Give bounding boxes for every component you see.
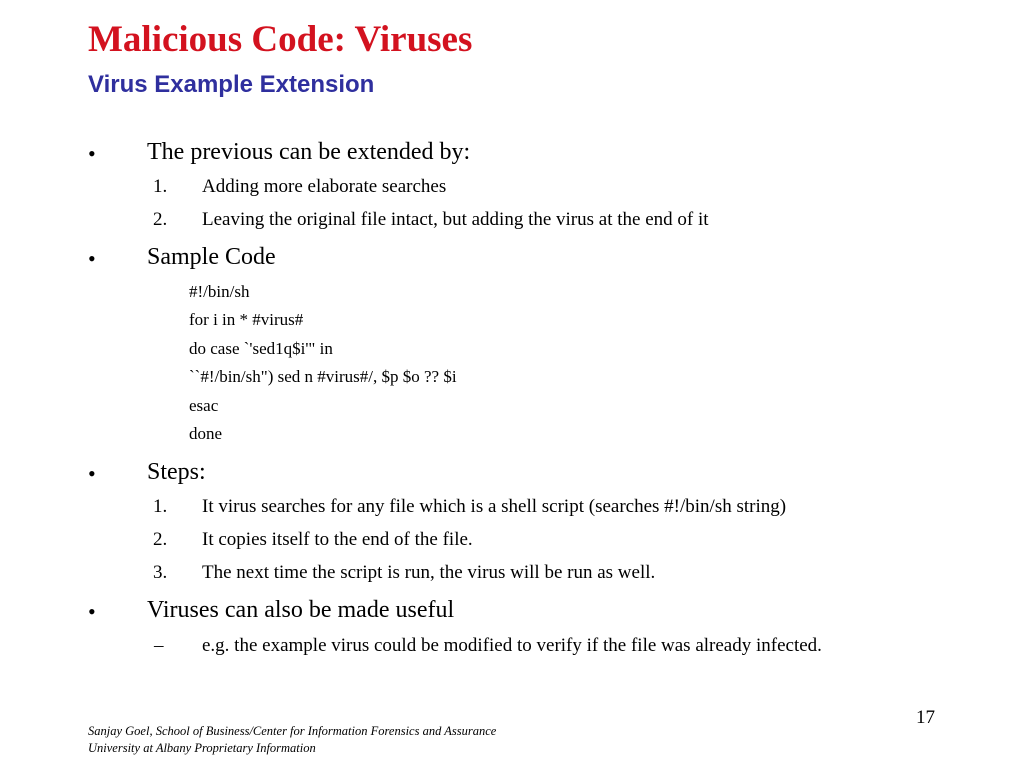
bullet-text: Viruses can also be made useful [147, 597, 455, 623]
list-dash: – [154, 635, 164, 656]
bullet-marker: • [88, 246, 96, 271]
bullet-text: Steps: [147, 459, 206, 485]
code-line: do case `'sed1q$i'" in [189, 339, 333, 358]
list-item: It virus searches for any file which is a shell script (searches #!/bin/sh string) [202, 496, 787, 517]
list-item: Leaving the original file intact, but adding the virus at the end of it [202, 209, 709, 230]
code-line: done [189, 424, 223, 443]
code-line: ``#!/bin/sh") sed n #virus#/, $p $o ?? $i [189, 367, 457, 386]
footer-line: Sanjay Goel, School of Business/Center for Information Forensics and Assurance [88, 724, 497, 738]
code-line: esac [189, 396, 219, 415]
list-item: The next time the script is run, the virus will be run as well. [202, 562, 656, 583]
bullet-text: The previous can be extended by: [147, 139, 471, 165]
footer-line: University at Albany Proprietary Information [88, 741, 316, 755]
bullet-marker: • [88, 599, 96, 624]
list-item: Adding more elaborate searches [202, 176, 447, 197]
list-number: 1. [153, 176, 168, 197]
code-line: #!/bin/sh [189, 282, 250, 301]
slide-title: Malicious Code: Viruses [88, 19, 473, 60]
bullet-text: Sample Code [147, 244, 276, 270]
bullet-marker: • [88, 141, 96, 166]
code-line: for i in * #virus# [189, 310, 304, 329]
bullet-marker: • [88, 461, 96, 486]
list-number: 2. [153, 529, 168, 550]
list-item: It copies itself to the end of the file. [202, 529, 473, 550]
slide-subtitle: Virus Example Extension [88, 71, 375, 98]
list-number: 3. [153, 562, 168, 583]
page-number: 17 [916, 707, 935, 728]
list-number: 1. [153, 496, 168, 517]
list-item: e.g. the example virus could be modified to verify if the file was already infected. [202, 635, 822, 656]
list-number: 2. [153, 209, 168, 230]
